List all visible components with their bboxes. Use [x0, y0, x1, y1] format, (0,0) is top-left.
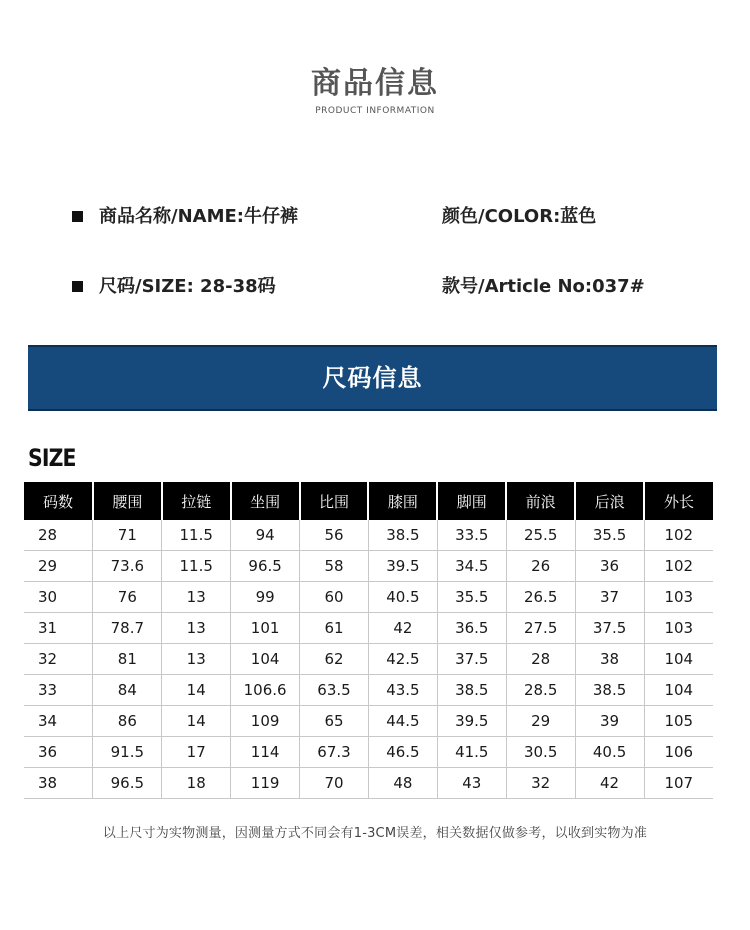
table-cell: 65 [300, 706, 369, 737]
table-cell: 102 [644, 520, 713, 551]
table-cell: 103 [644, 613, 713, 644]
table-row [24, 706, 713, 737]
table-cell: 18 [162, 768, 231, 799]
info-color [442, 202, 596, 228]
table-cell: 61 [300, 613, 369, 644]
table-row [24, 737, 713, 768]
column-header: 膝围 [368, 482, 437, 520]
table-cell: 39.5 [437, 706, 506, 737]
table-cell: 86 [93, 706, 162, 737]
table-row [24, 520, 713, 551]
size-table-body [24, 520, 713, 799]
size-info-banner: 尺码信息 [28, 345, 717, 411]
page-subtitle: PRODUCT INFORMATION [315, 106, 435, 116]
table-cell: 109 [231, 706, 300, 737]
table-cell: 28.5 [506, 675, 575, 706]
info-article [442, 272, 645, 298]
table-cell: 102 [644, 551, 713, 582]
table-row [24, 768, 713, 799]
table-cell: 33 [24, 675, 93, 706]
table-cell: 28 [506, 644, 575, 675]
table-row [24, 551, 713, 582]
table-cell: 14 [162, 706, 231, 737]
info-name [72, 202, 298, 228]
table-cell: 62 [300, 644, 369, 675]
table-cell: 38.5 [368, 520, 437, 551]
table-cell: 11.5 [162, 520, 231, 551]
table-cell: 30.5 [506, 737, 575, 768]
table-cell: 71 [93, 520, 162, 551]
table-cell: 104 [644, 644, 713, 675]
table-cell: 41.5 [437, 737, 506, 768]
column-header: 比围 [300, 482, 369, 520]
table-cell: 106 [644, 737, 713, 768]
page-title: 商品信息 [311, 66, 439, 101]
table-cell: 81 [93, 644, 162, 675]
info-color-text: 颜色/COLOR:蓝色 [442, 206, 597, 227]
table-cell: 35.5 [437, 582, 506, 613]
table-cell: 38 [575, 644, 644, 675]
table-cell: 39.5 [368, 551, 437, 582]
column-header: 坐围 [231, 482, 300, 520]
table-cell: 13 [162, 613, 231, 644]
table-cell: 107 [644, 768, 713, 799]
size-heading: SIZE [28, 444, 76, 472]
measurement-note: 以上尺寸为实物测量，因测量方式不同会有1-3CM误差，相关数据仅做参考，以收到实物为准 [102, 826, 648, 841]
table-header-row [24, 482, 713, 520]
table-row [24, 613, 713, 644]
table-cell: 34 [24, 706, 93, 737]
table-cell: 26.5 [506, 582, 575, 613]
table-cell: 25.5 [506, 520, 575, 551]
table-cell: 40.5 [575, 737, 644, 768]
info-size [72, 272, 276, 298]
table-cell: 27.5 [506, 613, 575, 644]
table-cell: 104 [231, 644, 300, 675]
table-cell: 99 [231, 582, 300, 613]
table-cell: 96.5 [93, 768, 162, 799]
table-cell: 43.5 [368, 675, 437, 706]
table-cell: 105 [644, 706, 713, 737]
table-cell: 32 [24, 644, 93, 675]
table-cell: 38 [24, 768, 93, 799]
table-cell: 96.5 [231, 551, 300, 582]
info-article-text: 款号/Article No:037# [442, 276, 645, 297]
table-cell: 119 [231, 768, 300, 799]
table-cell: 13 [162, 644, 231, 675]
table-cell: 36 [24, 737, 93, 768]
table-cell: 29 [24, 551, 93, 582]
table-cell: 58 [300, 551, 369, 582]
table-cell: 30 [24, 582, 93, 613]
table-cell: 33.5 [437, 520, 506, 551]
table-cell: 17 [162, 737, 231, 768]
table-cell: 76 [93, 582, 162, 613]
table-row [24, 582, 713, 613]
table-cell: 60 [300, 582, 369, 613]
table-row [24, 675, 713, 706]
column-header: 腰围 [93, 482, 162, 520]
table-cell: 42 [368, 613, 437, 644]
table-cell: 48 [368, 768, 437, 799]
table-cell: 114 [231, 737, 300, 768]
table-cell: 70 [300, 768, 369, 799]
table-cell: 34.5 [437, 551, 506, 582]
table-cell: 91.5 [93, 737, 162, 768]
table-cell: 103 [644, 582, 713, 613]
table-cell: 31 [24, 613, 93, 644]
column-header: 脚围 [437, 482, 506, 520]
table-cell: 14 [162, 675, 231, 706]
table-cell: 73.6 [93, 551, 162, 582]
table-cell: 37.5 [575, 613, 644, 644]
table-cell: 37 [575, 582, 644, 613]
table-cell: 56 [300, 520, 369, 551]
info-size-text: 尺码/SIZE: 28-38码 [99, 276, 276, 297]
table-cell: 46.5 [368, 737, 437, 768]
table-cell: 106.6 [231, 675, 300, 706]
table-cell: 32 [506, 768, 575, 799]
table-cell: 101 [231, 613, 300, 644]
table-cell: 94 [231, 520, 300, 551]
table-cell: 26 [506, 551, 575, 582]
table-cell: 11.5 [162, 551, 231, 582]
table-cell: 42 [575, 768, 644, 799]
size-table [24, 482, 713, 799]
column-header: 前浪 [506, 482, 575, 520]
table-cell: 36.5 [437, 613, 506, 644]
table-cell: 13 [162, 582, 231, 613]
table-cell: 67.3 [300, 737, 369, 768]
column-header: 码数 [24, 482, 93, 520]
table-cell: 39 [575, 706, 644, 737]
table-cell: 35.5 [575, 520, 644, 551]
table-cell: 28 [24, 520, 93, 551]
table-cell: 104 [644, 675, 713, 706]
table-cell: 84 [93, 675, 162, 706]
table-row [24, 644, 713, 675]
bullet-square-icon [72, 211, 83, 222]
column-header: 外长 [644, 482, 713, 520]
table-cell: 78.7 [93, 613, 162, 644]
table-cell: 37.5 [437, 644, 506, 675]
table-cell: 43 [437, 768, 506, 799]
table-cell: 63.5 [300, 675, 369, 706]
column-header: 拉链 [162, 482, 231, 520]
table-cell: 38.5 [575, 675, 644, 706]
table-cell: 29 [506, 706, 575, 737]
table-cell: 40.5 [368, 582, 437, 613]
info-name-text: 商品名称/NAME:牛仔裤 [99, 206, 298, 227]
table-cell: 36 [575, 551, 644, 582]
table-cell: 38.5 [437, 675, 506, 706]
table-cell: 44.5 [368, 706, 437, 737]
table-cell: 42.5 [368, 644, 437, 675]
bullet-square-icon [72, 281, 83, 292]
column-header: 后浪 [575, 482, 644, 520]
